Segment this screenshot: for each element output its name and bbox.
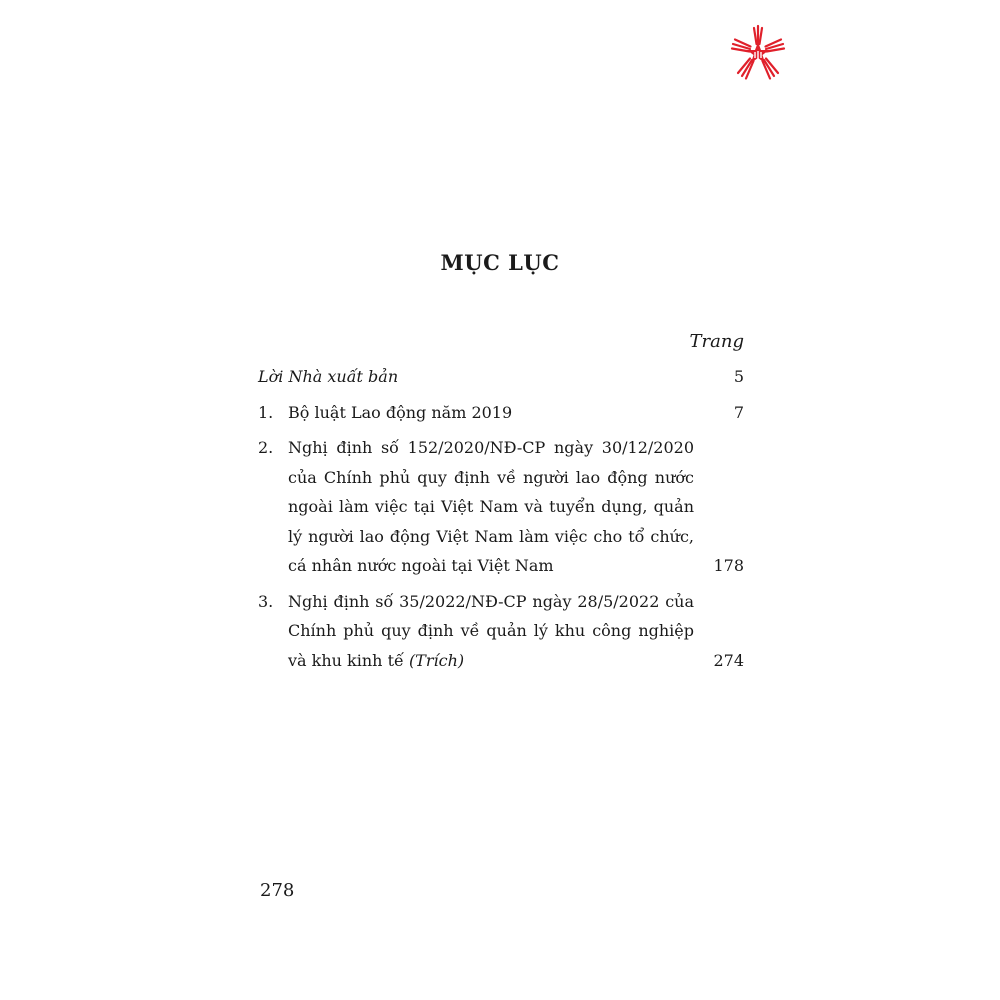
page-number: 278 — [260, 880, 295, 901]
toc-entry-number: 3. — [258, 591, 274, 611]
toc-entry-line: Lời Nhà xuất bản — [258, 367, 399, 386]
toc-entry-line: Nghị định số 35/2022/NĐ-CP ngày 28/5/2022 của — [288, 591, 694, 611]
toc-entry-2[interactable] — [258, 433, 744, 581]
toc-entry-1[interactable] — [258, 398, 744, 428]
toc-entry-page: 274 — [713, 650, 744, 670]
toc-entry-line-last — [288, 646, 694, 676]
toc-entry-suffix: (Trích) — [408, 650, 465, 670]
page-title: MỤC LỤC — [440, 250, 560, 275]
toc-entry-line: ngoài làm việc tại Việt Nam và tuyển dụng, quản — [288, 497, 694, 516]
toc-entry-line: cá nhân nước ngoài tại Việt Nam — [288, 556, 554, 575]
publisher-star-logo-icon — [728, 22, 788, 82]
toc-entry-title — [288, 587, 694, 676]
toc-entry-line: của Chính phủ quy định về người lao động nước — [288, 467, 694, 487]
toc-entry-line: Chính phủ quy định về quản lý khu công nghiệp — [288, 621, 694, 640]
toc-entry-page: 5 — [733, 367, 744, 386]
toc-entry-line: lý người lao động Việt Nam làm việc cho tổ chức, — [288, 526, 694, 546]
toc-entry-line: Bộ luật Lao động năm 2019 — [288, 402, 513, 422]
toc-entry-line-text: và khu kinh tế — [288, 650, 404, 670]
toc-entry-number: 1. — [258, 402, 274, 422]
toc-entry-3[interactable] — [258, 587, 744, 676]
toc-entry-title — [288, 398, 694, 428]
table-of-contents — [258, 330, 744, 681]
toc-entry-page: 178 — [713, 556, 744, 575]
toc-entry-title — [258, 362, 694, 392]
toc-entry-title — [288, 433, 694, 581]
toc-entry-preface[interactable] — [258, 362, 744, 392]
toc-entry-page: 7 — [733, 402, 744, 422]
toc-entry-number: 2. — [258, 438, 274, 457]
toc-entry-line: Nghị định số 152/2020/NĐ-CP ngày 30/12/2020 — [288, 438, 694, 457]
page-column-header: Trang — [689, 331, 744, 352]
